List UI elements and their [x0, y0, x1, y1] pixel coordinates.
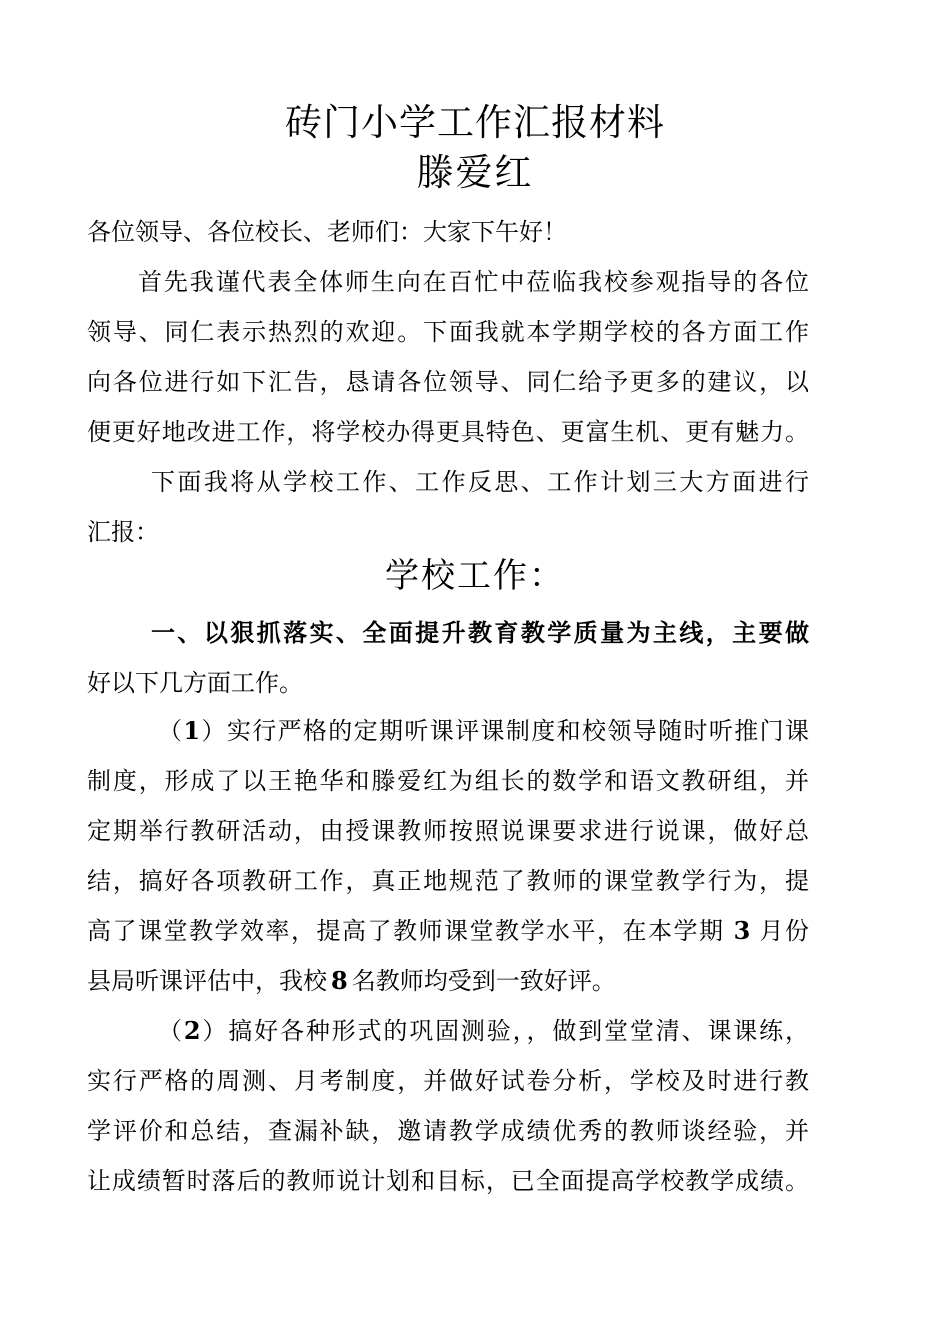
item1-bracket: （ — [158, 717, 184, 745]
item1-line: 定期举行教研活动，由授课教师按照说课要求进行说课，做好总 — [87, 817, 809, 845]
part-heading-line: 一、以狠抓落实、全面提升教育教学质量为主线，主要做 — [151, 619, 809, 647]
item1-line: 结，搞好各项教研工作，真正地规范了教师的课堂教学行为，提 — [87, 867, 809, 895]
item2-number: 2 — [183, 1016, 201, 1045]
item2-line: 学评价和总结，查漏补缺，邀请教学成绩优秀的教师谈经验，并 — [87, 1117, 809, 1145]
intro-line: 首先我谨代表全体师生向在百忙中莅临我校参观指导的各位 — [138, 268, 809, 296]
item1-text: 月份 — [759, 917, 810, 945]
item1-count: 8 — [331, 966, 348, 995]
section-heading: 学校工作： — [385, 556, 565, 596]
overview-line: 汇报： — [87, 518, 159, 546]
item2-line: 让成绩暂时落后的教师说计划和目标，已全面提高学校教学成绩。 — [87, 1167, 809, 1195]
item1-text: 高了课堂教学效率，提高了教师课堂教学水平，在本学期 — [87, 917, 725, 945]
item1-line — [87, 906, 809, 956]
item1-number: 1 — [183, 716, 201, 745]
item1-line — [87, 956, 809, 1006]
item2-line — [158, 1006, 809, 1056]
item1-text: 县局听课评估中，我校 — [87, 967, 327, 995]
greeting: 各位领导、各位校长、老师们：大家下午好！ — [87, 218, 567, 246]
item1-text: ）实行严格的定期听课评课制度和校领导随时听推门课 — [200, 717, 810, 745]
intro-line: 向各位进行如下汇告，恳请各位领导、同仁给予更多的建议，以 — [87, 368, 809, 396]
intro-line: 领导、同仁表示热烈的欢迎。下面我就本学期学校的各方面工作 — [87, 318, 809, 346]
item1-line: 制度，形成了以王艳华和滕爱红为组长的数学和语文教研组，并 — [87, 767, 809, 795]
intro-line: 便更好地改进工作，将学校办得更具特色、更富生机、更有魅力。 — [87, 418, 809, 446]
part-heading-line: 好以下几方面工作。 — [87, 669, 303, 697]
item1-month: 3 — [733, 916, 751, 945]
author-name: 滕爱红 — [416, 151, 534, 194]
item2-bracket: （ — [158, 1017, 184, 1045]
overview-line: 下面我将从学校工作、工作反思、工作计划三大方面进行 — [151, 468, 809, 496]
item2-line: 实行严格的周测、月考制度，并做好试卷分析，学校及时进行教 — [87, 1067, 809, 1095]
document-title: 砖门小学工作汇报材料 — [285, 101, 665, 144]
item2-text: ）搞好各种形式的巩固测验，，做到堂堂清、课课练， — [200, 1017, 810, 1045]
item1-text: 名教师均受到一致好评。 — [351, 967, 616, 995]
item1-line — [158, 706, 809, 756]
